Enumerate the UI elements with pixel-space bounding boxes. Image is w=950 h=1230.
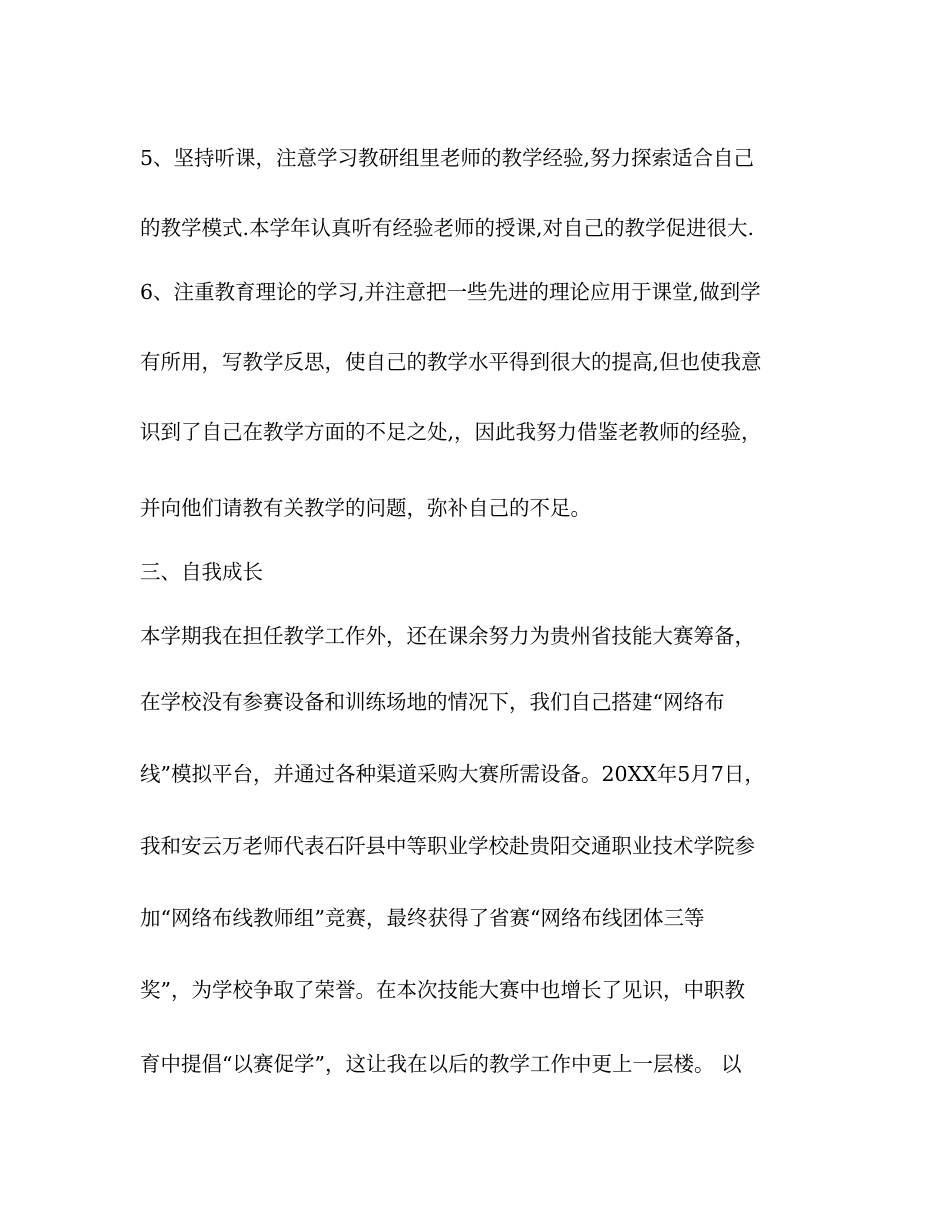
paragraph-line: 5、坚持听课，注意学习教研组里老师的教学经验,努力探索适合自己 xyxy=(140,146,755,170)
paragraph-line: 并向他们请教有关教学的问题，弥补自己的不足。 xyxy=(140,496,591,520)
paragraph-line: 奖”，为学校争取了荣誉。在本次技能大赛中也增长了见识，中职教 xyxy=(140,978,745,1002)
paragraph-line: 的教学模式.本学年认真听有经验老师的授课,对自己的教学促进很大. xyxy=(140,216,755,240)
paragraph-line: 6、注重教育理论的学习,并注意把一些先进的理论应用于课堂,做到学 xyxy=(140,280,761,304)
paragraph-line: 本学期我在担任教学工作外，还在课余努力为贵州省技能大赛筹备， xyxy=(140,624,755,648)
paragraph-line: 识到了自己在教学方面的不足之处,，因此我努力借鉴老教师的经验， xyxy=(140,420,762,444)
paragraph-line: 在学校没有参赛设备和训练场地的情况下，我们自己搭建“网络布 xyxy=(140,690,725,714)
paragraph-line: 育中提倡“以赛促学”，这让我在以后的教学工作中更上一层楼。 以 xyxy=(140,1052,742,1076)
paragraph-line: 有所用，写教学反思，使自己的教学水平得到很大的提高,但也使我意 xyxy=(140,350,762,374)
section-heading: 三、自我成长 xyxy=(140,560,263,584)
paragraph-line: 我和安云万老师代表石阡县中等职业学校赴贵阳交通职业技术学院参 xyxy=(140,834,755,858)
paragraph-line: 线”模拟平台，并通过各种渠道采购大赛所需设备。20XX年5月7日， xyxy=(140,762,765,786)
paragraph-line: 加“网络布线教师组”竞赛，最终获得了省赛“网络布线团体三等 xyxy=(140,906,705,930)
